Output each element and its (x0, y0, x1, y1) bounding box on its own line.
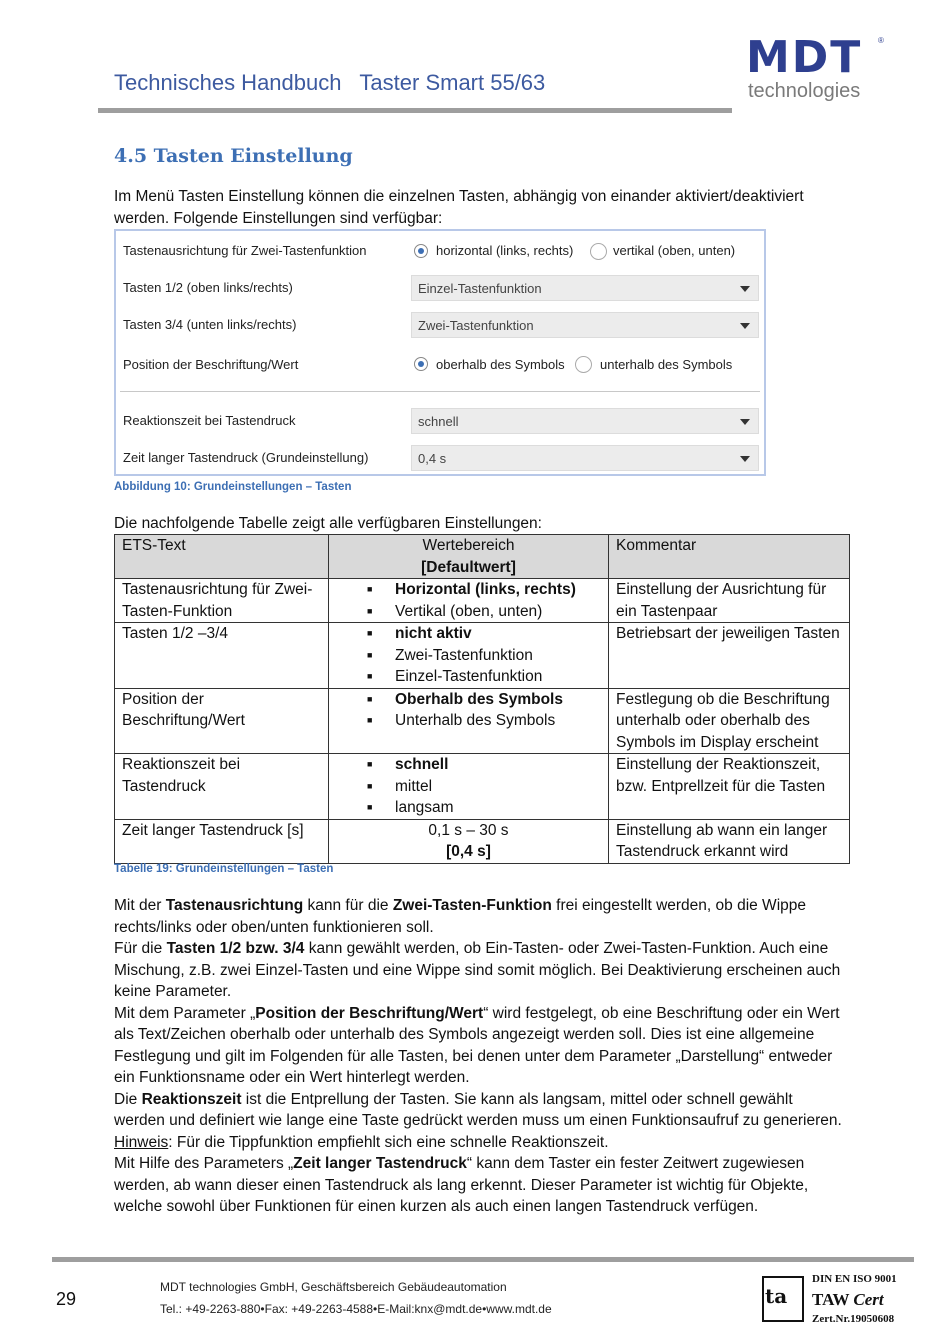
panel-label-tasten-34: Tasten 3/4 (unten links/rechts) (123, 317, 297, 332)
value-item-default: ■ Horizontal (links, rechts) (367, 579, 601, 601)
section-intro: Im Menü Tasten Einstellung können die einzelnen Tasten, abhängig von einander aktiviert/deaktiviert werden. Folgende Einstellungen sind verfügbar: (114, 188, 804, 227)
header-wertebereich: Wertebereich (422, 537, 515, 554)
text-run: kann gewählt werden, ob Ein-Tasten- oder Zwei-Tasten-Funktion. Auch eine Mischung, z.B. zwei Einzel-Tasten und eine Wippe sind somit möglich. Bei Deaktivierung erscheinen auch keine Parameter. (114, 940, 841, 1000)
radio-unterhalb[interactable] (575, 356, 592, 373)
paragraph (114, 1132, 844, 1154)
mdt-logo-subtitle: technologies (748, 80, 861, 102)
text-run: Mit dem Parameter „ (114, 1004, 256, 1022)
table-header-row (115, 535, 850, 579)
table-row (115, 623, 850, 689)
table-cell-text: Tastenausrichtung für Zwei-Tasten-Funktion (115, 579, 329, 623)
footer-company: MDT technologies GmbH, Geschäftsbereich Gebäudeautomation (160, 1280, 507, 1294)
chevron-down-icon (740, 286, 750, 292)
table-cell-comment: Betriebsart der jeweiligen Tasten (609, 623, 850, 689)
value-item: ■ Unterhalb des Symbols (367, 710, 601, 732)
table-header-cell: ETS-Text (115, 535, 329, 579)
text-bold: Tastenausrichtung (165, 897, 304, 914)
value-range: 0,1 s – 30 s (428, 821, 509, 839)
chevron-down-icon (740, 419, 750, 425)
text-run: kann für die (303, 897, 393, 914)
table-cell-values (329, 579, 609, 623)
header-defaultwert: [Defaultwert] (421, 558, 516, 576)
settings-panel-figure (114, 229, 766, 476)
mdt-logo: MDT (746, 32, 863, 83)
chevron-down-icon (740, 323, 750, 329)
text-run: ist die Entprellung der Tasten. Sie kann als langsam, mittel oder schnell gewählt werden und definiert wie lange eine Taste gedrückt werden muss um einen Funktionsaufruf zu generieren. (114, 1090, 842, 1129)
text-bold: Tasten 1/2 bzw. 3/4 (166, 940, 305, 957)
value-item: ■ langsam (367, 797, 601, 819)
table-cell-comment: Festlegung ob die Beschriftung unterhalb oder oberhalb des Symbols im Display erscheint (609, 688, 850, 754)
tasten-12-select[interactable] (411, 275, 759, 301)
header-divider (98, 108, 732, 113)
footer-divider (52, 1257, 914, 1262)
value-item: ■ Einzel-Tastenfunktion (367, 666, 601, 688)
description-text (114, 895, 844, 1218)
table-cell-comment: Einstellung ab wann ein langer Tastendruck erkannt wird (609, 819, 850, 863)
table-cell-text: Tasten 1/2 –3/4 (115, 623, 329, 689)
cert-iso-label: DIN EN ISO 9001 (812, 1273, 897, 1285)
panel-label-tastenausrichtung: Tastenausrichtung für Zwei-Tastenfunktion (123, 243, 367, 258)
reaktionszeit-select-value: schnell (418, 414, 459, 429)
tasten-12-select-value: Einzel-Tastenfunktion (418, 281, 542, 296)
table-cell-values (329, 754, 609, 820)
text-bold: Zeit langer Tastendruck (293, 1155, 467, 1172)
value-item-default: ■ nicht aktiv (367, 623, 601, 645)
table-cell-text: Zeit langer Tastendruck [s] (115, 819, 329, 863)
registered-mark: ® (878, 36, 884, 45)
tasten-34-select-value: Zwei-Tastenfunktion (418, 318, 534, 333)
value-item: ■ Vertikal (oben, unten) (367, 601, 601, 623)
cert-number: Zert.Nr.19050608 (812, 1313, 895, 1325)
table-caption: Tabelle 19: Grundeinstellungen – Tasten (114, 863, 334, 875)
text-run: Mit Hilfe des Parameters „ (114, 1155, 294, 1172)
text-bold: Reaktionszeit (141, 1090, 242, 1108)
table-header-cell: Kommentar (609, 535, 850, 579)
text-run: : Für die Tippfunktion empfiehlt sich eine schnelle Reaktionszeit. (168, 1133, 609, 1151)
radio-horizontal[interactable] (414, 244, 428, 258)
text-run: Die (114, 1090, 142, 1108)
radio-vertikal[interactable] (590, 243, 607, 260)
panel-label-position: Position der Beschriftung/Wert (123, 357, 299, 372)
radio-label-horizontal: horizontal (links, rechts) (436, 243, 574, 258)
panel-label-tasten-12: Tasten 1/2 (oben links/rechts) (123, 280, 293, 295)
chevron-down-icon (740, 456, 750, 462)
cert-taw-text: TAW (812, 1290, 854, 1309)
paragraph (114, 938, 844, 1003)
table-intro: Die nachfolgende Tabelle zeigt alle verfügbaren Einstellungen: (114, 515, 542, 532)
text-bold: Position der Beschriftung/Wert (255, 1004, 484, 1022)
text-run: Mit der (114, 897, 166, 914)
value-item: ■ Zwei-Tastenfunktion (367, 645, 601, 667)
radio-label-oberhalb: oberhalb des Symbols (436, 357, 565, 372)
text-run: “ kann dem Taster ein fester Zeitwert zugewiesen werden, ab wann dieser einen Tastendruck als lang erkennt. Dieser Parameter ist wichtig für Objekte, welche sowohl über Funktionen für einen kurzen als auch einen langen Tastendruck verfügen. (114, 1155, 809, 1215)
zeit-lang-select[interactable] (411, 445, 759, 471)
radio-oberhalb[interactable] (414, 357, 428, 371)
table-cell-values (329, 623, 609, 689)
tasten-34-select[interactable] (411, 312, 759, 338)
table-cell-text: Reaktionszeit bei Tastendruck (115, 754, 329, 820)
cert-cert-text: Cert (853, 1290, 884, 1309)
value-item-default: ■ Oberhalb des Symbols (367, 689, 601, 711)
panel-separator (120, 391, 760, 392)
zeit-lang-select-value: 0,4 s (418, 451, 447, 466)
paragraph (114, 1153, 844, 1218)
panel-label-reaktionszeit: Reaktionszeit bei Tastendruck (123, 413, 296, 428)
table-row (115, 754, 850, 820)
settings-table (114, 534, 850, 864)
table-row (115, 579, 850, 623)
text-run: frei eingestellt werden, ob die Wippe rechts/links oder oben/unten funktionieren soll. (114, 897, 806, 936)
cert-taw-label (812, 1290, 884, 1310)
value-item-default: ■ schnell (367, 754, 601, 776)
document-header-title: Technisches Handbuch Taster Smart 55/63 (114, 70, 546, 95)
paragraph (114, 1089, 844, 1132)
table-cell-values (329, 819, 609, 863)
table-header-cell (329, 535, 609, 579)
hint-label: Hinweis (114, 1133, 169, 1151)
paragraph (114, 895, 844, 938)
table-row (115, 688, 850, 754)
section-title: 4.5 Tasten Einstellung (114, 145, 353, 167)
text-bold: Zwei-Tasten-Funktion (392, 897, 552, 914)
paragraph (114, 1003, 844, 1089)
text-run: “ wird festgelegt, ob eine Beschriftung oder ein Wert als Text/Zeichen oberhalb oder unterhalb des Symbols angezeigt werden soll. Dies ist eine allgemeine Festlegung und gilt im Folgenden für alle Tasten, bei denen unter dem Parameter „Darstellung“ entweder ein Funktionsname oder ein Wert hinterlegt werden. (114, 1004, 840, 1086)
table-cell-text: Position der Beschriftung/Wert (115, 688, 329, 754)
text-run: Für die (114, 940, 167, 957)
table-cell-comment: Einstellung der Reaktionszeit, bzw. Entprellzeit für die Tasten (609, 754, 850, 820)
radio-label-vertikal: vertikal (oben, unten) (613, 243, 736, 258)
reaktionszeit-select[interactable] (411, 408, 759, 434)
table-row (115, 819, 850, 863)
figure-caption: Abbildung 10: Grundeinstellungen – Tasten (114, 481, 352, 493)
panel-label-zeit-lang: Zeit langer Tastendruck (Grundeinstellung) (123, 450, 369, 465)
table-cell-values (329, 688, 609, 754)
value-default: [0,4 s] (446, 843, 491, 860)
footer-contact: Tel.: +49-2263-880•Fax: +49-2263-4588•E-Mail:knx@mdt.de•www.mdt.de (160, 1302, 552, 1316)
value-item: ■ mittel (367, 776, 601, 798)
taw-cert-icon: ta (765, 1284, 788, 1308)
radio-label-unterhalb: unterhalb des Symbols (600, 357, 733, 372)
table-cell-comment: Einstellung der Ausrichtung für ein Tastenpaar (609, 579, 850, 623)
page-number: 29 (56, 1289, 77, 1309)
